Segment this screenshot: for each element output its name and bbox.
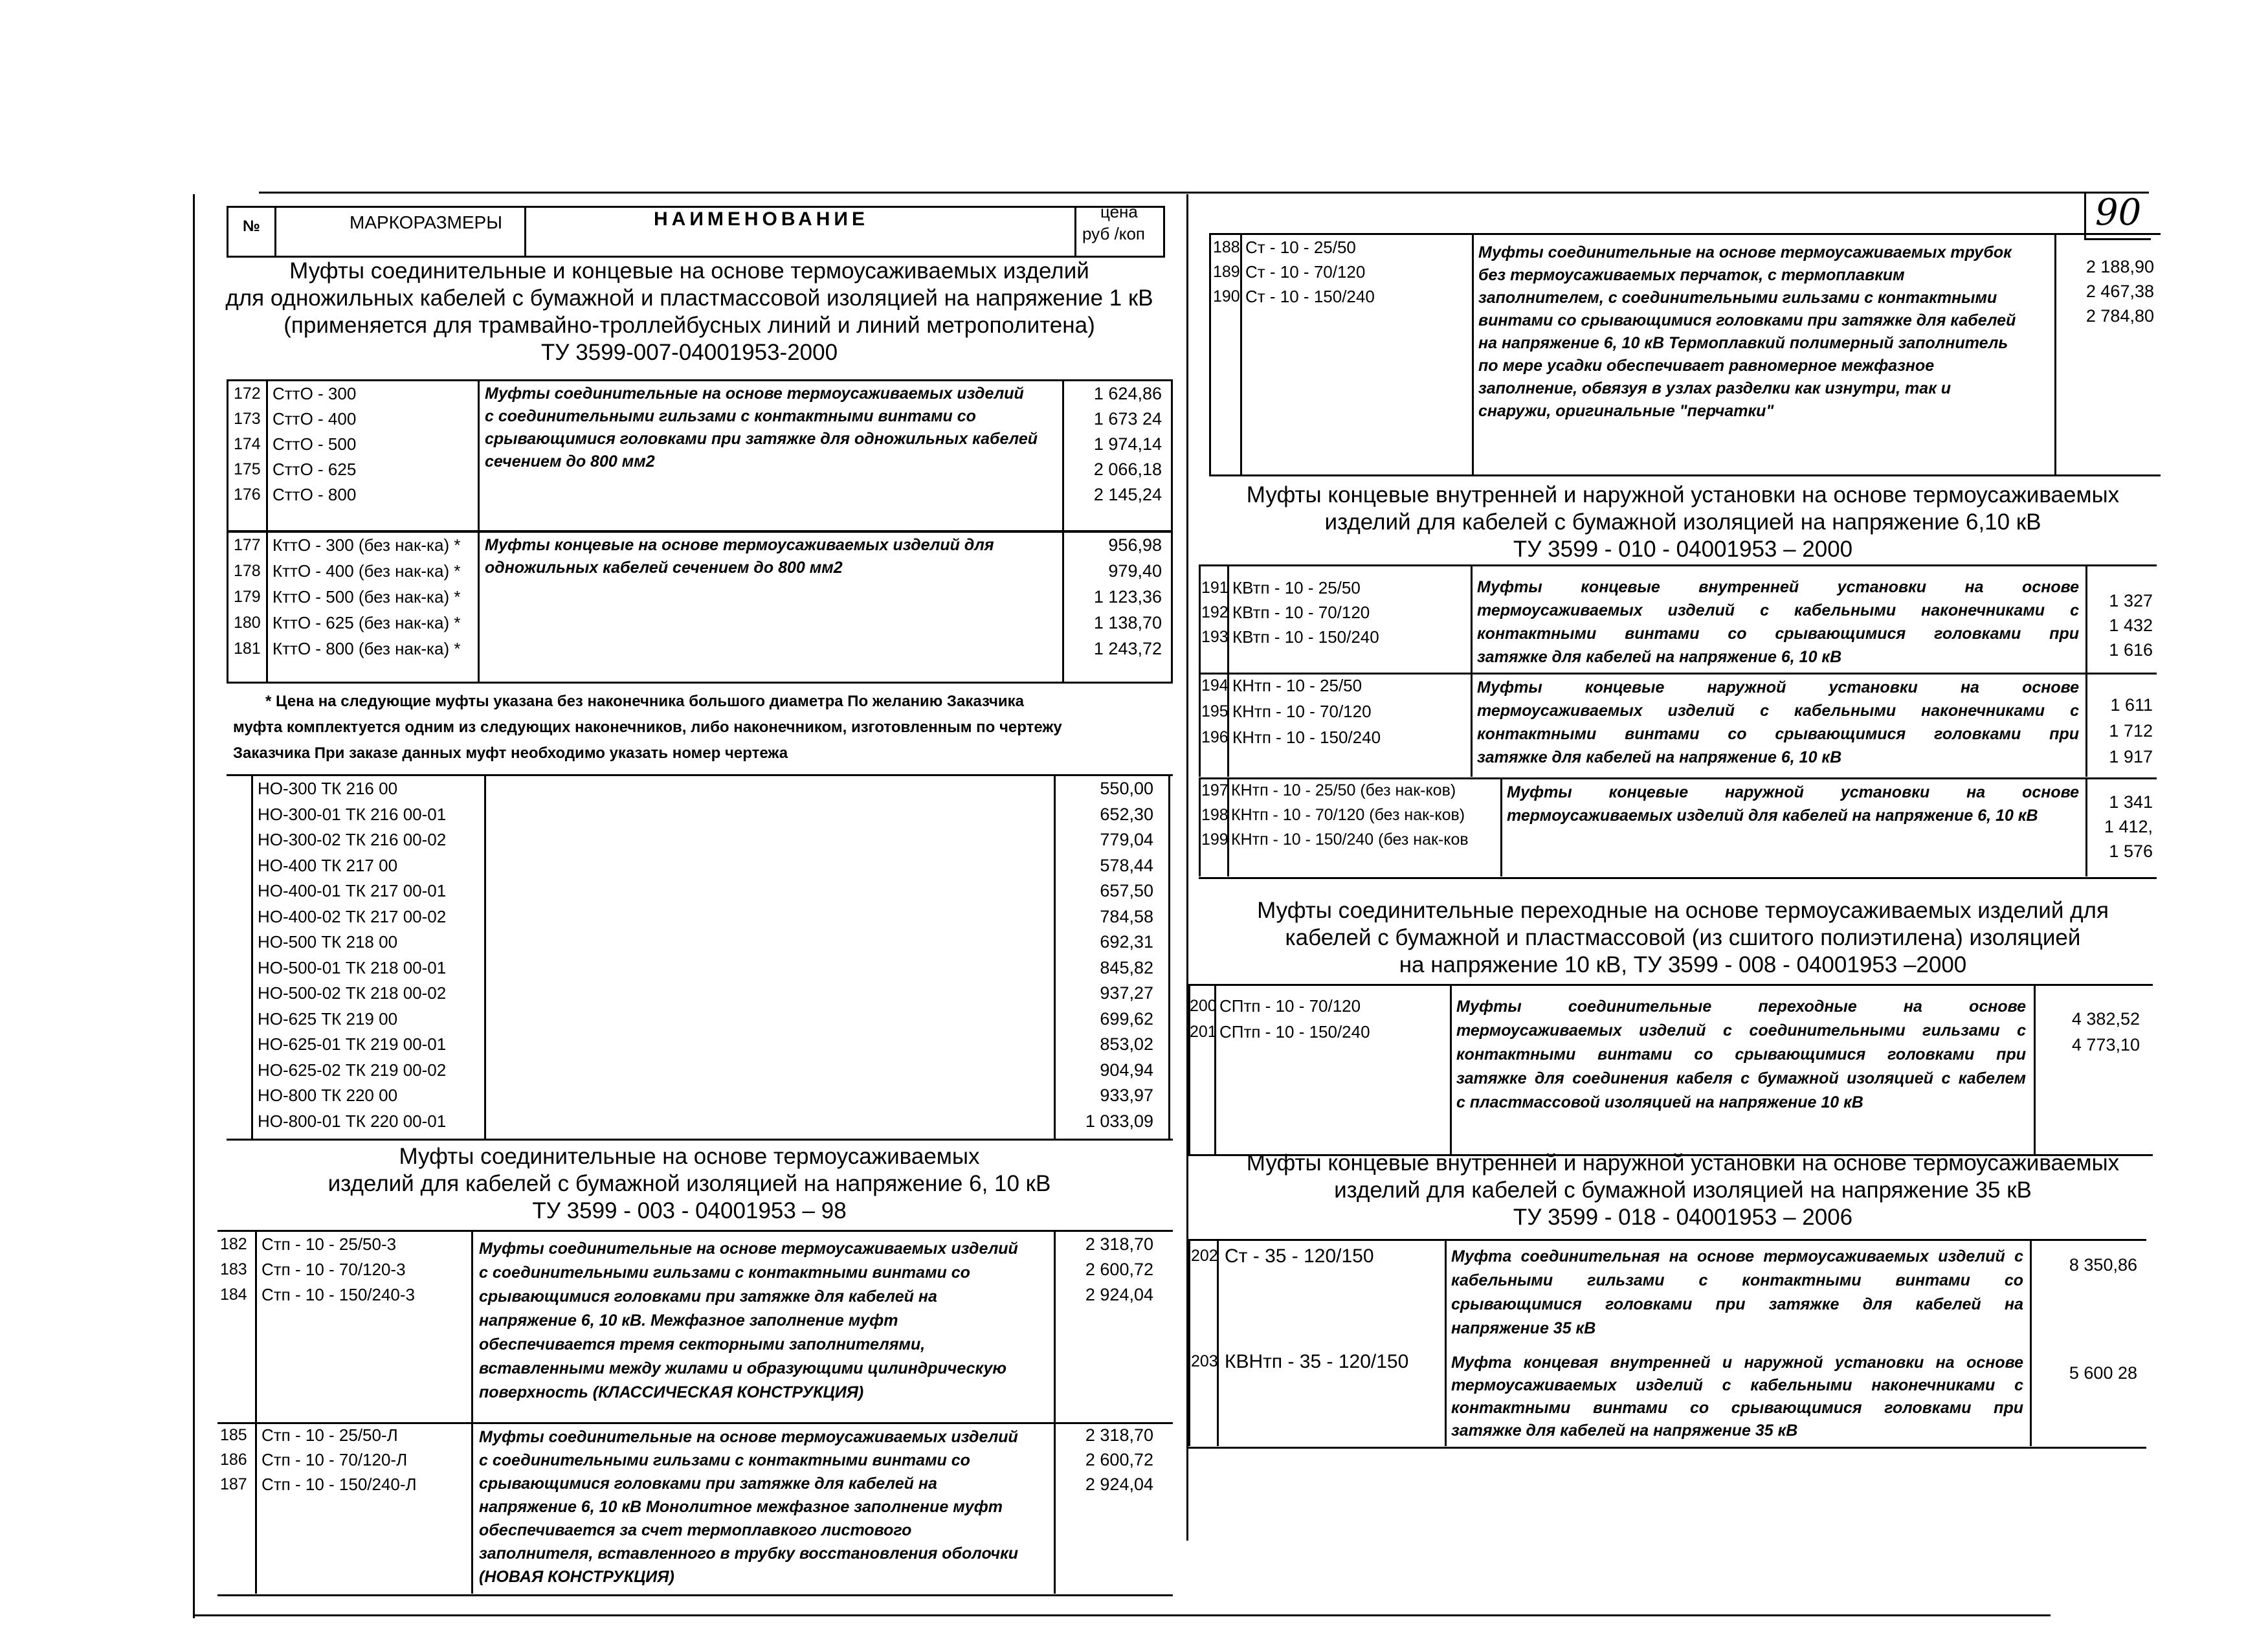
price: 2 318,70 [1085,1234,1153,1254]
price: 1 327 [2109,591,2153,610]
price: 1 138,70 [1093,613,1162,632]
price: 4 773,10 [2071,1035,2140,1054]
price: 1 033,09 [1085,1111,1153,1131]
row-num: 201 [1190,1023,1217,1041]
s2-group-2 [217,1423,1173,1596]
product-code: КНтп - 10 - 150/240 (без нак-ков [1231,831,1469,849]
row-num: 179 [234,588,261,606]
product-code: КВтп - 10 - 150/240 [1232,627,1379,647]
price: 933,97 [1100,1086,1153,1105]
row-num: 202 [1191,1247,1218,1265]
price: 1 616 [2109,640,2153,660]
product-code: КттО - 300 (без нак-ка) * [272,535,461,555]
product-code: КВтп - 10 - 25/50 [1232,578,1361,597]
price: 2 924,04 [1085,1285,1153,1304]
row-num: 195 [1201,702,1228,720]
price: 2 066,18 [1093,460,1162,479]
product-code: Стп - 10 - 70/120-Л [261,1450,408,1469]
header-mark: МАРКОРАЗМЕРЫ [350,212,502,232]
r3-title: Муфты соединительные переходные на основе термоусаживаемых изделий для кабелей с бумажной и пластмассовой (из сшитого полиэтилена) изоляцией на напряжение 10 кВ, ТУ 3599 - 008 - 04001953 –2000 [1257,898,2109,977]
row-num: 197 [1201,781,1228,799]
price: 2 188,90 [2085,257,2154,276]
product-description: Муфты соединительные переходные на основе термоусаживаемых изделий с соединительными гильзами с контактными винтами со срывающимися головками при затяжке для соединения кабеля с бумажной изоляцией с кабелем с пластмассовой изоляцией на напряжение 10 кВ [1456,998,2026,1111]
product-code: СттО - 800 [272,485,357,504]
product-description: Муфты соединительные на основе термоусаживаемых трубок без термоусаживаемых перчаток, с термоплавким заполнителем, с соединительными гильзами с контактными винтами со срывающимися головками при затяжке для кабелей на напряжение 6, 10 кВ Термоплавкий полимерный заполнитель по мере усадки обеспечивает равномерное межфазное заполнение, обвязуя в узлах разделки как изнутри, так и снаружи, оригинальные "перчатки" [1478,243,2016,420]
price: 578,44 [1100,855,1153,875]
price: 1 673 24 [1093,409,1162,429]
row-num: 176 [234,485,261,504]
row-num: 184 [220,1286,247,1304]
product-code: СПтп - 10 - 150/240 [1219,1022,1370,1042]
product-description: Муфты концевые внутренней установки на основе термоусаживаемых изделий с кабельными наконечниками с контактными винтами со срывающимися головками при затяжке для кабелей на напряжение 6, 10 кВ [1477,578,2079,666]
row-num: 174 [234,435,261,453]
r2-group-3 [1199,778,2157,879]
r1-group [1209,233,2161,476]
product-code: КНтп - 10 - 150/240 [1232,728,1381,747]
r4-group-2 [1188,1348,2146,1449]
price: 853,02 [1100,1034,1153,1054]
row-num: 192 [1201,603,1228,621]
s1-group-2 [227,531,1173,684]
price: 937,27 [1100,983,1153,1003]
product-code: КВтп - 10 - 70/120 [1232,603,1370,622]
top-border-line [259,192,2149,194]
product-code: Стп - 10 - 150/240-3 [261,1285,415,1304]
product-code: Стп - 10 - 150/240-Л [261,1475,417,1494]
price: 2 318,70 [1085,1425,1153,1445]
s2-group-1 [217,1230,1173,1424]
row-num: 198 [1201,806,1228,824]
tip-code: НО-500 ТК 218 00 [258,932,398,952]
price: 8 350,86 [2069,1255,2137,1275]
product-code: КттО - 500 (без нак-ка) * [272,587,461,607]
product-code: Стп - 10 - 25/50-3 [261,1234,397,1254]
product-code: Ст - 35 - 120/150 [1225,1245,1374,1267]
price: 1 611 [2110,695,2153,715]
r4-title: Муфты концевые внутренней и наружной установки на основе термоусаживаемых изделий для кабелей с бумажной изоляцией на напряжение 35 кВ ТУ 3599 - 018 - 04001953 – 2006 [1246,1150,2120,1230]
product-description: Муфты соединительные на основе термоусаживаемых изделий с соединительными гильзами с контактными винтами со срывающимися головками при затяжке для одножильных кабелей сечением до 800 мм2 [485,385,1038,471]
s1-group-1 [227,379,1173,532]
product-code: Ст - 10 - 70/120 [1245,262,1366,282]
tip-code: НО-625-02 ТК 219 00-02 [258,1060,447,1080]
r3-group [1188,984,2153,1156]
product-code: КттО - 800 (без нак-ка) * [272,639,461,658]
price: 1 432 [2109,616,2153,635]
product-description: Муфты концевые наружной установки на основе термоусаживаемых изделий для кабелей на напряжение 6, 10 кВ [1507,783,2079,825]
price: 1 917 [2109,747,2153,766]
header-price-1: цена [1100,202,1138,221]
header-price-2: руб /коп [1082,224,1146,243]
bottom-border-line [193,1614,2051,1616]
product-code: КНтп - 10 - 70/120 [1232,702,1372,721]
tip-code: НО-500-01 ТК 218 00-01 [258,957,447,977]
section-1-note: * Цена на следующие муфты указана без наконечника большого диаметра По желанию Заказчика муфта комплектуется одним из следующих наконечников, либо наконечником, изготовленным по чертежу Заказчика При заказе данных муфт необходимо указать номер чертежа [233,693,1062,762]
price: 699,62 [1100,1009,1153,1029]
row-num: 190 [1213,287,1240,306]
price: 1 974,14 [1093,434,1162,454]
row-num: 172 [234,385,261,403]
row-num: 203 [1191,1352,1218,1370]
product-code: Ст - 10 - 150/240 [1245,287,1375,306]
price: 2 145,24 [1093,485,1162,504]
price: 2 600,72 [1085,1450,1153,1469]
price: 657,50 [1100,881,1153,900]
product-description: Муфта соединительная на основе термоусаживаемых изделий с кабельными гильзами с контактными винтами со срывающимися головками при затяжке для кабелей на напряжение 35 кВ [1451,1247,2023,1337]
price: 692,31 [1100,932,1153,952]
price: 652,30 [1100,804,1153,824]
row-num: 185 [220,1426,247,1444]
price: 5 600 28 [2069,1363,2137,1383]
product-code: КВНтп - 35 - 120/150 [1225,1351,1409,1372]
r2-group-2 [1199,673,2157,779]
row-num: 178 [234,562,261,580]
price: 979,40 [1108,561,1162,581]
left-border-line [193,194,195,1618]
price: 1 243,72 [1093,639,1162,658]
product-code: КНтп - 10 - 70/120 (без нак-ков) [1231,806,1465,824]
row-num: 173 [234,410,261,428]
s1-group-3 [227,774,1173,1141]
row-num: 181 [234,640,261,658]
r2-group-1 [1199,564,2157,675]
tip-code: НО-300-01 ТК 216 00-01 [258,804,447,824]
price: 1 576 [2109,842,2153,861]
tip-code: НО-400-02 ТК 217 00-02 [258,906,447,926]
price: 2 600,72 [1085,1260,1153,1279]
price: 1 412, [2104,817,2153,836]
price: 2 924,04 [1085,1475,1153,1494]
price: 2 784,80 [2085,306,2154,326]
product-code: Стп - 10 - 25/50-Л [261,1425,398,1445]
price: 956,98 [1108,535,1162,555]
product-description: Муфты концевые на основе термоусаживаемых изделий для одножильных кабелей сечением до 800 мм2 [485,536,994,577]
tip-code: НО-400-01 ТК 217 00-01 [258,881,447,900]
price: 1 624,86 [1093,384,1162,403]
product-code: СттО - 300 [272,384,357,403]
product-description: Муфты соединительные на основе термоусаживаемых изделий с соединительными гильзами с контактными винтами со срывающимися головками при затяжке для кабелей на напряжение 6, 10 кВ. Межфазное заполнение муфт обеспечивается тремя секторными заполнителями, вставленными между жилами и образующими цилиндрическую поверхность (КЛАССИЧЕСКАЯ КОНСТРУКЦИЯ) [479,1240,1018,1401]
price: 1 123,36 [1093,587,1162,607]
section-2-title: Муфты соединительные на основе термоусаживаемых изделий для кабелей с бумажной изоляцией на напряжение 6, 10 кВ ТУ 3599 - 003 - 04001953 – 98 [328,1144,1051,1223]
row-num: 187 [220,1475,247,1493]
section-1-title: Муфты соединительные и концевые на основе термоусаживаемых изделий для одножильных кабелей с бумажной и пластмассовой изоляцией на напряжение 1 кВ (применяется для трамвайно-троллейбусных линий и линий метрополитена) ТУ 3599-007-04001953-2000 [225,258,1153,365]
product-code: КНтп - 10 - 25/50 (без нак-ков) [1231,781,1456,799]
product-description: Муфты концевые наружной установки на основе термоусаживаемых изделий с кабельными наконечниками с контактными винтами со срывающимися головками при затяжке для кабелей на напряжение 6, 10 кВ [1477,678,2079,766]
price: 784,58 [1100,906,1153,926]
row-num: 200 [1190,997,1217,1015]
tip-code: НО-625 ТК 219 00 [258,1009,398,1029]
price: 779,04 [1100,830,1153,849]
header-name: НАИМЕНОВАНИЕ [654,208,869,230]
row-num: 175 [234,460,261,478]
row-num: 193 [1201,628,1228,646]
row-num: 196 [1201,728,1228,746]
row-num: 182 [220,1235,247,1253]
price: 845,82 [1100,957,1153,977]
tip-code: НО-800 ТК 220 00 [258,1086,398,1105]
product-code: Ст - 10 - 25/50 [1245,238,1356,257]
tip-code: НО-500-02 ТК 218 00-02 [258,983,447,1003]
product-code: КттО - 625 (без нак-ка) * [272,613,461,632]
price: 550,00 [1100,779,1153,798]
tip-code: НО-300 ТК 216 00 [258,779,398,798]
row-num: 186 [220,1451,247,1469]
tip-code: НО-625-01 ТК 219 00-01 [258,1034,447,1054]
row-num: 194 [1201,676,1228,695]
row-num: 183 [220,1260,247,1278]
row-num: 188 [1213,238,1240,256]
price: 4 382,52 [2071,1009,2140,1029]
r2-title: Муфты концевые внутренней и наружной установки на основе термоусаживаемых изделий для кабелей с бумажной изоляцией на напряжение 6,10 кВ ТУ 3599 - 010 - 04001953 – 2000 [1246,482,2120,562]
price: 1 341 [2109,792,2153,812]
product-code: Стп - 10 - 70/120-3 [261,1260,406,1279]
price: 2 467,38 [2085,282,2154,301]
product-code: СттО - 500 [272,434,357,454]
product-code: СПтп - 10 - 70/120 [1219,996,1361,1016]
r4-group-1 [1188,1239,2146,1349]
row-num: 177 [234,536,261,554]
product-code: СттО - 625 [272,460,357,479]
row-num: 191 [1201,579,1228,597]
price: 904,94 [1100,1060,1153,1080]
row-num: 180 [234,614,261,632]
product-code: КНтп - 10 - 25/50 [1232,676,1362,695]
tip-code: НО-400 ТК 217 00 [258,855,398,875]
product-description: Муфты соединительные на основе термоусаживаемых изделий с соединительными гильзами с контактными винтами со срывающимися головками при затяжке для кабелей на напряжение 6, 10 кВ Монолитное межфазное заполнение муфт обеспечивается за счет термоплавкого листового заполнителя, вставленного в трубку восстановления оболочки (НОВАЯ КОНСТРУКЦИЯ) [479,1428,1019,1586]
row-num: 199 [1201,831,1228,849]
tip-code: НО-300-02 ТК 216 00-02 [258,830,447,849]
tip-code: НО-800-01 ТК 220 00-01 [258,1111,447,1131]
row-num: 189 [1213,263,1240,281]
product-code: СттО - 400 [272,409,357,429]
product-code: КттО - 400 (без нак-ка) * [272,561,461,581]
page-number: 90 [2095,192,2142,234]
product-description: Муфта концевая внутренней и наружной установки на основе термоусаживаемых изделий с кабельными наконечниками с контактными винтами со срывающимися головками при затяжке для кабелей на напряжение 35 кВ [1451,1354,2023,1440]
price: 1 712 [2109,721,2153,741]
header-no: № [243,217,260,235]
